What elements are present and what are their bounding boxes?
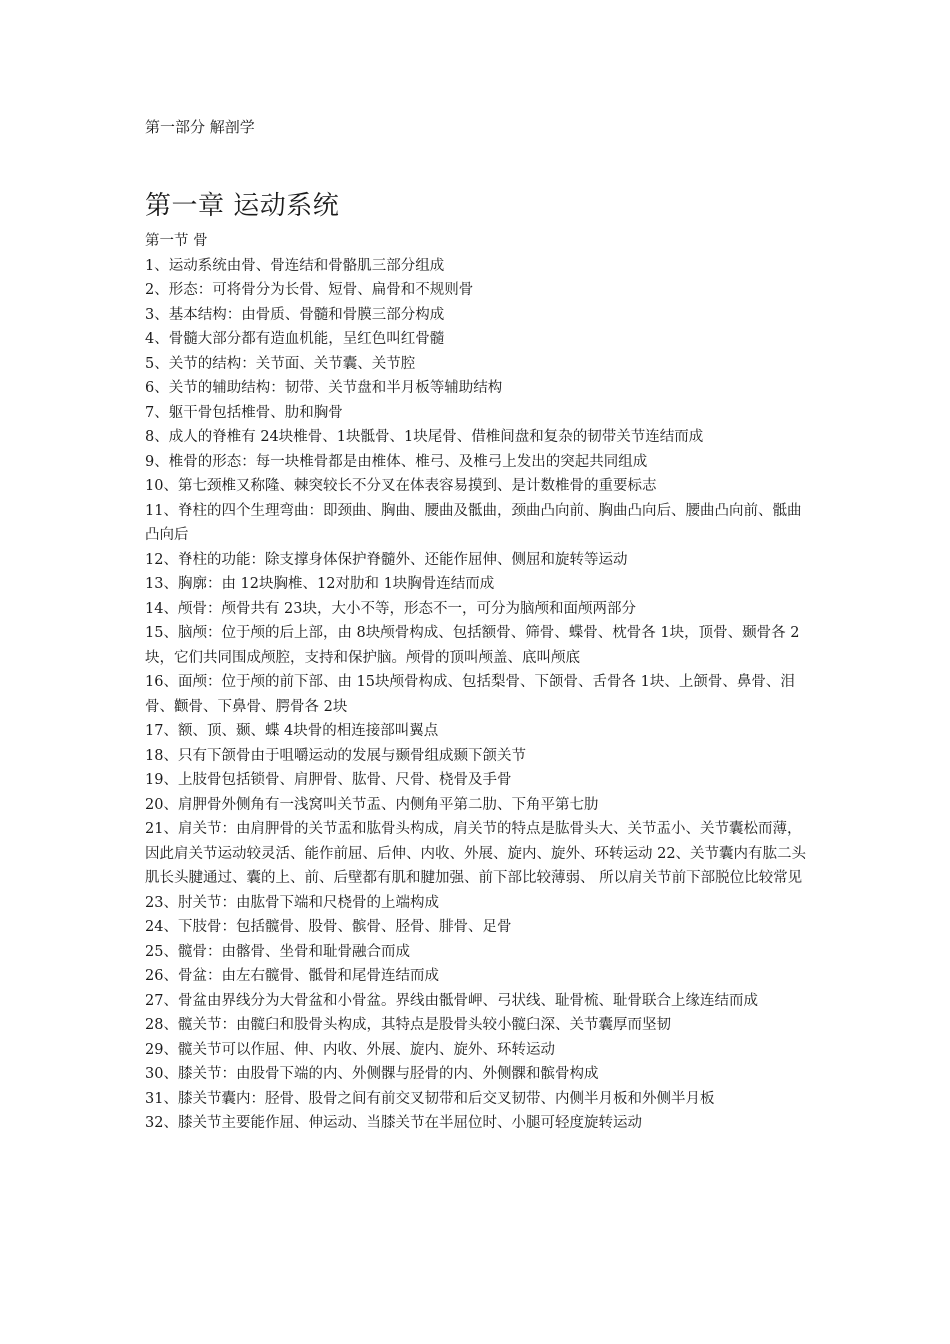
list-item: 1、运动系统由骨、骨连结和骨骼肌三部分组成 bbox=[145, 257, 445, 274]
list-item: 16、面颅：位于颅的前下部、由 15块颅骨构成、包括梨骨、下颌骨、舌骨各 1块、上颌骨、鼻骨、泪骨、颧骨、下鼻骨、腭骨各 2块 bbox=[145, 674, 795, 715]
list-item: 19、上肢骨包括锁骨、肩胛骨、肱骨、尺骨、桡骨及手骨 bbox=[145, 772, 512, 788]
list-item: 7、躯干骨包括椎骨、肋和胸骨 bbox=[145, 404, 343, 421]
list-item: 12、脊柱的功能：除支撑身体保护脊髓外、还能作屈伸、侧屈和旋转等运动 bbox=[145, 551, 628, 568]
list-item: 24、下肢骨：包括髋骨、股骨、髌骨、胫骨、腓骨、足骨 bbox=[145, 919, 512, 935]
list-item: 10、第七颈椎又称隆、棘突较长不分叉在体表容易摸到、是计数椎骨的重要标志 bbox=[145, 478, 657, 494]
list-item: 29、髋关节可以作屈、伸、内收、外展、旋内、旋外、环转运动 bbox=[145, 1041, 555, 1058]
list-item: 18、只有下颌骨由于咀嚼运动的发展与颞骨组成颞下颌关节 bbox=[145, 747, 526, 764]
list-item: 27、骨盆由界线分为大骨盆和小骨盆。界线由骶骨岬、弓状线、耻骨梳、耻骨联合上缘连结而成 bbox=[145, 992, 758, 1009]
list-item: 31、膝关节囊内：胫骨、股骨之间有前交叉韧带和后交叉韧带、内侧半月板和外侧半月板 bbox=[145, 1090, 715, 1107]
list-item: 32、膝关节主要能作屈、伸运动、当膝关节在半屈位时、小腿可轻度旋转运动 bbox=[145, 1115, 642, 1131]
list-item: 3、基本结构：由骨质、骨髓和骨膜三部分构成 bbox=[145, 306, 445, 323]
list-item: 15、脑颅：位于颅的后上部，由 8块颅骨构成、包括额骨、筛骨、蝶骨、枕骨各 1块，顶骨、颞骨各 2块，它们共同围成颅腔，支持和保护脑。颅骨的顶叫颅盖、底叫颅底 bbox=[145, 625, 800, 666]
list-item: 21、肩关节：由肩胛骨的关节盂和肱骨头构成，肩关节的特点是肱骨头大、关节盂小、关节囊松而薄，因此肩关节运动较灵活、能作前屈、后伸、内收、外展、旋内、旋外、环转运动 22、关节囊内有肱二头肌长头腱通过、囊的上、前、后壁都有肌和腱加强、前下部比较薄弱、 所以肩关节前下部脱位比较常见 bbox=[145, 821, 807, 886]
item-list bbox=[145, 254, 809, 1136]
chapter-title: 第一章 运动系统 bbox=[145, 191, 340, 221]
list-item: 20、肩胛骨外侧角有一浅窝叫关节盂、内侧角平第二肋、下角平第七肋 bbox=[145, 796, 599, 813]
list-item: 23、肘关节：由肱骨下端和尺桡骨的上端构成 bbox=[145, 894, 439, 911]
list-item: 5、关节的结构：关节面、关节囊、关节腔 bbox=[145, 355, 416, 372]
list-item: 30、膝关节：由股骨下端的内、外侧髁与胫骨的内、外侧髁和髌骨构成 bbox=[145, 1066, 599, 1082]
list-item: 28、髋关节：由髋臼和股骨头构成，其特点是股骨头较小髋臼深、关节囊厚而坚韧 bbox=[145, 1017, 671, 1033]
list-item: 17、额、顶、颞、蝶 4块骨的相连接部叫翼点 bbox=[145, 723, 439, 739]
list-item: 9、椎骨的形态：每一块椎骨都是由椎体、椎弓、及椎弓上发出的突起共同组成 bbox=[145, 453, 648, 470]
list-item: 13、胸廓：由 12块胸椎、12对肋和 1块胸骨连结而成 bbox=[145, 576, 495, 592]
list-item: 6、关节的辅助结构：韧带、关节盘和半月板等辅助结构 bbox=[145, 380, 503, 396]
part-title: 第一部分 解剖学 bbox=[145, 118, 255, 136]
list-item: 14、颅骨：颅骨共有 23块，大小不等，形态不一，可分为脑颅和面颅两部分 bbox=[145, 600, 637, 617]
content-body bbox=[145, 229, 809, 1136]
list-item: 8、成人的脊椎有 24块椎骨、1块骶骨、1块尾骨、借椎间盘和复杂的韧带关节连结而成 bbox=[145, 429, 704, 445]
section-title: 第一节 骨 bbox=[145, 233, 208, 249]
list-item: 2、形态：可将骨分为长骨、短骨、扁骨和不规则骨 bbox=[145, 282, 474, 298]
list-item: 25、髋骨：由髂骨、坐骨和耻骨融合而成 bbox=[145, 943, 410, 960]
list-item: 26、骨盆：由左右髋骨、骶骨和尾骨连结而成 bbox=[145, 968, 439, 984]
list-item: 11、脊柱的四个生理弯曲：即颈曲、胸曲、腰曲及骶曲，颈曲凸向前、胸曲凸向后、腰曲凸向前、骶曲凸向后 bbox=[145, 502, 802, 543]
list-item: 4、骨髓大部分都有造血机能，呈红色叫红骨髓 bbox=[145, 331, 445, 347]
